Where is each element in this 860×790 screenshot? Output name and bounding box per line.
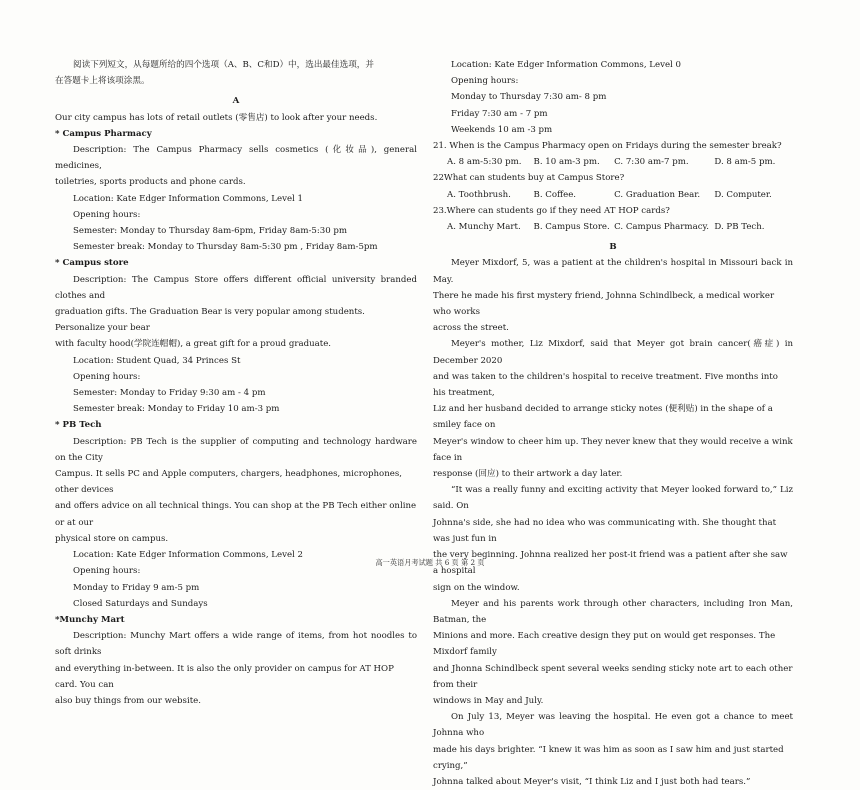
- pharmacy-desc-2: toiletries, sports products and phone cards.: [55, 177, 246, 188]
- question-23-options: [433, 219, 793, 235]
- q21-option-d: D. 8 am-5 pm.: [714, 157, 776, 168]
- pbtech-desc-2: Campus. It sells PC and Apple computers, chargers, headphones, microphones, other devices: [55, 469, 402, 496]
- q21-option-b: B. 10 am-3 pm.: [533, 157, 600, 168]
- pbtech-weekend-closed: Closed Saturdays and Sundays: [73, 598, 208, 609]
- passage-b-p5-line-3: Johnna talked about Meyer's visit, “I think Liz and I just both had tears.”: [433, 776, 751, 787]
- munchy-title: *Munchy Mart: [55, 614, 125, 625]
- store-desc-3: with faculty hood(学院连帽帽), a great gift for a proud graduate.: [55, 339, 332, 350]
- store-desc-1: Description: The Campus Store offers different official university branded clothes and: [55, 274, 417, 301]
- q23-option-a: A. Munchy Mart.: [447, 222, 521, 233]
- munchy-hours-weekday: Monday to Thursday 7:30 am- 8 pm: [451, 92, 607, 103]
- passage-b-p1-line-3: across the street.: [433, 323, 509, 334]
- pharmacy-title: * Campus Pharmacy: [55, 128, 152, 139]
- pharmacy-location: Location: Kate Edger Information Commons, Level 1: [73, 193, 303, 204]
- passage-b-p4-line-4: windows in May and July.: [433, 695, 544, 706]
- pbtech-hours-label: Opening hours:: [73, 566, 141, 577]
- page-footer: 高一英语月考试题 共 6 页 第 2 页: [375, 558, 485, 567]
- munchy-desc-1: Description: Munchy Mart offers a wide range of items, from hot noodles to soft drinks: [55, 631, 417, 658]
- passage-b-p2-line-1: Meyer's mother, Liz Mixdorf, said that Meyer got brain cancer(癌症) in December 2020: [433, 339, 793, 366]
- pharmacy-desc-1: Description: The Campus Pharmacy sells cosmetics (化妆品), general medicines,: [55, 145, 417, 172]
- q22-option-b: B. Coffee.: [533, 189, 577, 200]
- munchy-location: Location: Kate Edger Information Commons, Level 0: [451, 60, 681, 70]
- pharmacy-hours-label: Opening hours:: [73, 209, 141, 220]
- q22-option-d: D. Computer.: [714, 189, 772, 200]
- q22-option-c: C. Graduation Bear.: [614, 189, 701, 200]
- left-column: [55, 57, 417, 709]
- passage-b-p2-line-5: response (回应) to their artwork a day later.: [433, 469, 623, 480]
- pbtech-location: Location: Kate Edger Information Commons, Level 2: [73, 550, 303, 561]
- q22-option-a: A. Toothbrush.: [447, 189, 511, 200]
- q23-option-d: D. PB Tech.: [714, 222, 765, 233]
- right-column: [433, 57, 793, 790]
- pbtech-title: * PB Tech: [55, 420, 102, 431]
- munchy-hours-friday: Friday 7:30 am - 7 pm: [451, 108, 548, 119]
- passage-b-p3-line-2: Johnna's side, she had no idea who was communicating with. She thought that was just fun in: [433, 517, 777, 544]
- pbtech-weekday-hours: Monday to Friday 9 am-5 pm: [73, 582, 200, 593]
- question-23-stem: 23.Where can students go if they need AT HOP cards?: [433, 205, 670, 216]
- store-desc-2: graduation gifts. The Graduation Bear is very popular among students. Personalize your bear: [55, 307, 365, 334]
- passage-a-intro: Our city campus has lots of retail outlets (零售店) to look after your needs.: [55, 112, 378, 123]
- pharmacy-semester-hours: Semester: Monday to Thursday 8am-6pm, Friday 8am-5:30 pm: [73, 226, 348, 237]
- section-b-heading: B: [609, 242, 617, 253]
- passage-b-p4-line-3: and Jhonna Schindlbeck spent several weeks sending sticky note art to each other from their: [433, 663, 793, 690]
- passage-b-p5-line-1: On July 13, Meyer was leaving the hospital. He even got a chance to meet Johnna who: [433, 712, 793, 739]
- passage-b-p3-line-3: the very beginning. Johnna realized her post-it friend was a patient after she saw a hospital: [433, 550, 788, 577]
- munchy-hours-label: Opening hours:: [451, 76, 519, 87]
- q21-option-a: A. 8 am-5:30 pm.: [447, 157, 522, 168]
- instructions-line-1: 阅读下列短文，从每题所给的四个选项（A、B、C和D）中，选出最佳选项，并: [73, 60, 374, 70]
- store-hours-label: Opening hours:: [73, 371, 141, 382]
- question-21-stem: 21. When is the Campus Pharmacy open on Fridays during the semester break?: [433, 141, 782, 152]
- question-21-options: [433, 154, 793, 170]
- passage-b-p3-line-1: “It was a really funny and exciting activity that Meyer looked forward to,” Liz said. On: [433, 485, 793, 512]
- passage-b-p2-line-3: Liz and her husband decided to arrange sticky notes (便利贴) in the shape of a smiley face on: [433, 404, 773, 431]
- q21-option-c: C. 7:30 am-7 pm.: [614, 157, 689, 168]
- pbtech-desc-3: and offers advice on all technical things. You can shop at the PB Tech either online or at our: [55, 501, 417, 528]
- instructions-line-2: 在答题卡上将该项涂黑。: [55, 76, 150, 87]
- store-break-hours: Semester break: Monday to Friday 10 am-3 pm: [73, 404, 280, 415]
- store-title: * Campus store: [55, 258, 129, 269]
- passage-b-p1-line-2: There he made his first mystery friend, Johnna Schindlbeck, a medical worker who works: [433, 290, 775, 318]
- passage-b-p3-line-4: sign on the window.: [433, 582, 520, 593]
- q23-option-b: B. Campus Store.: [533, 222, 610, 233]
- pharmacy-break-hours: Semester break: Monday to Thursday 8am-5:30 pm , Friday 8am-5pm: [73, 242, 378, 253]
- pbtech-desc-4: physical store on campus.: [55, 533, 169, 544]
- passage-b-p4-line-2: Minions and more. Each creative design they put on would get responses. The Mixdorf family: [433, 631, 776, 658]
- store-semester-hours: Semester: Monday to Friday 9:30 am - 4 pm: [73, 388, 266, 399]
- passage-b-p4-line-1: Meyer and his parents work through other characters, including Iron Man, Batman, the: [433, 598, 793, 625]
- passage-b-p2-line-2: and was taken to the children's hospital to receive treatment. Five months into his treatment,: [433, 371, 778, 399]
- question-22-options: [433, 187, 793, 203]
- section-a-heading: A: [232, 96, 240, 107]
- munchy-hours-weekend: Weekends 10 am -3 pm: [451, 124, 553, 135]
- passage-b-p2-line-4: Meyer's window to cheer him up. They never knew that they would receive a wink face in: [433, 436, 793, 463]
- q23-option-c: C. Campus Pharmacy.: [614, 222, 709, 233]
- store-location: Location: Student Quad, 34 Princes St: [73, 355, 241, 366]
- munchy-desc-2: and everything in-between. It is also the only provider on campus for AT HOP card. You can: [55, 663, 394, 690]
- pbtech-desc-1: Description: PB Tech is the supplier of computing and technology hardware on the City: [55, 436, 417, 463]
- passage-b-p5-line-2: made his days brighter. “I knew it was him as soon as I saw him and just started crying,”: [433, 744, 784, 771]
- passage-b-p1-line-1: Meyer Mixdorf, 5, was a patient at the children's hospital in Missouri back in May.: [433, 258, 793, 285]
- question-22-stem: 22What can students buy at Campus Store?: [433, 173, 625, 184]
- munchy-desc-3: also buy things from our website.: [55, 695, 201, 706]
